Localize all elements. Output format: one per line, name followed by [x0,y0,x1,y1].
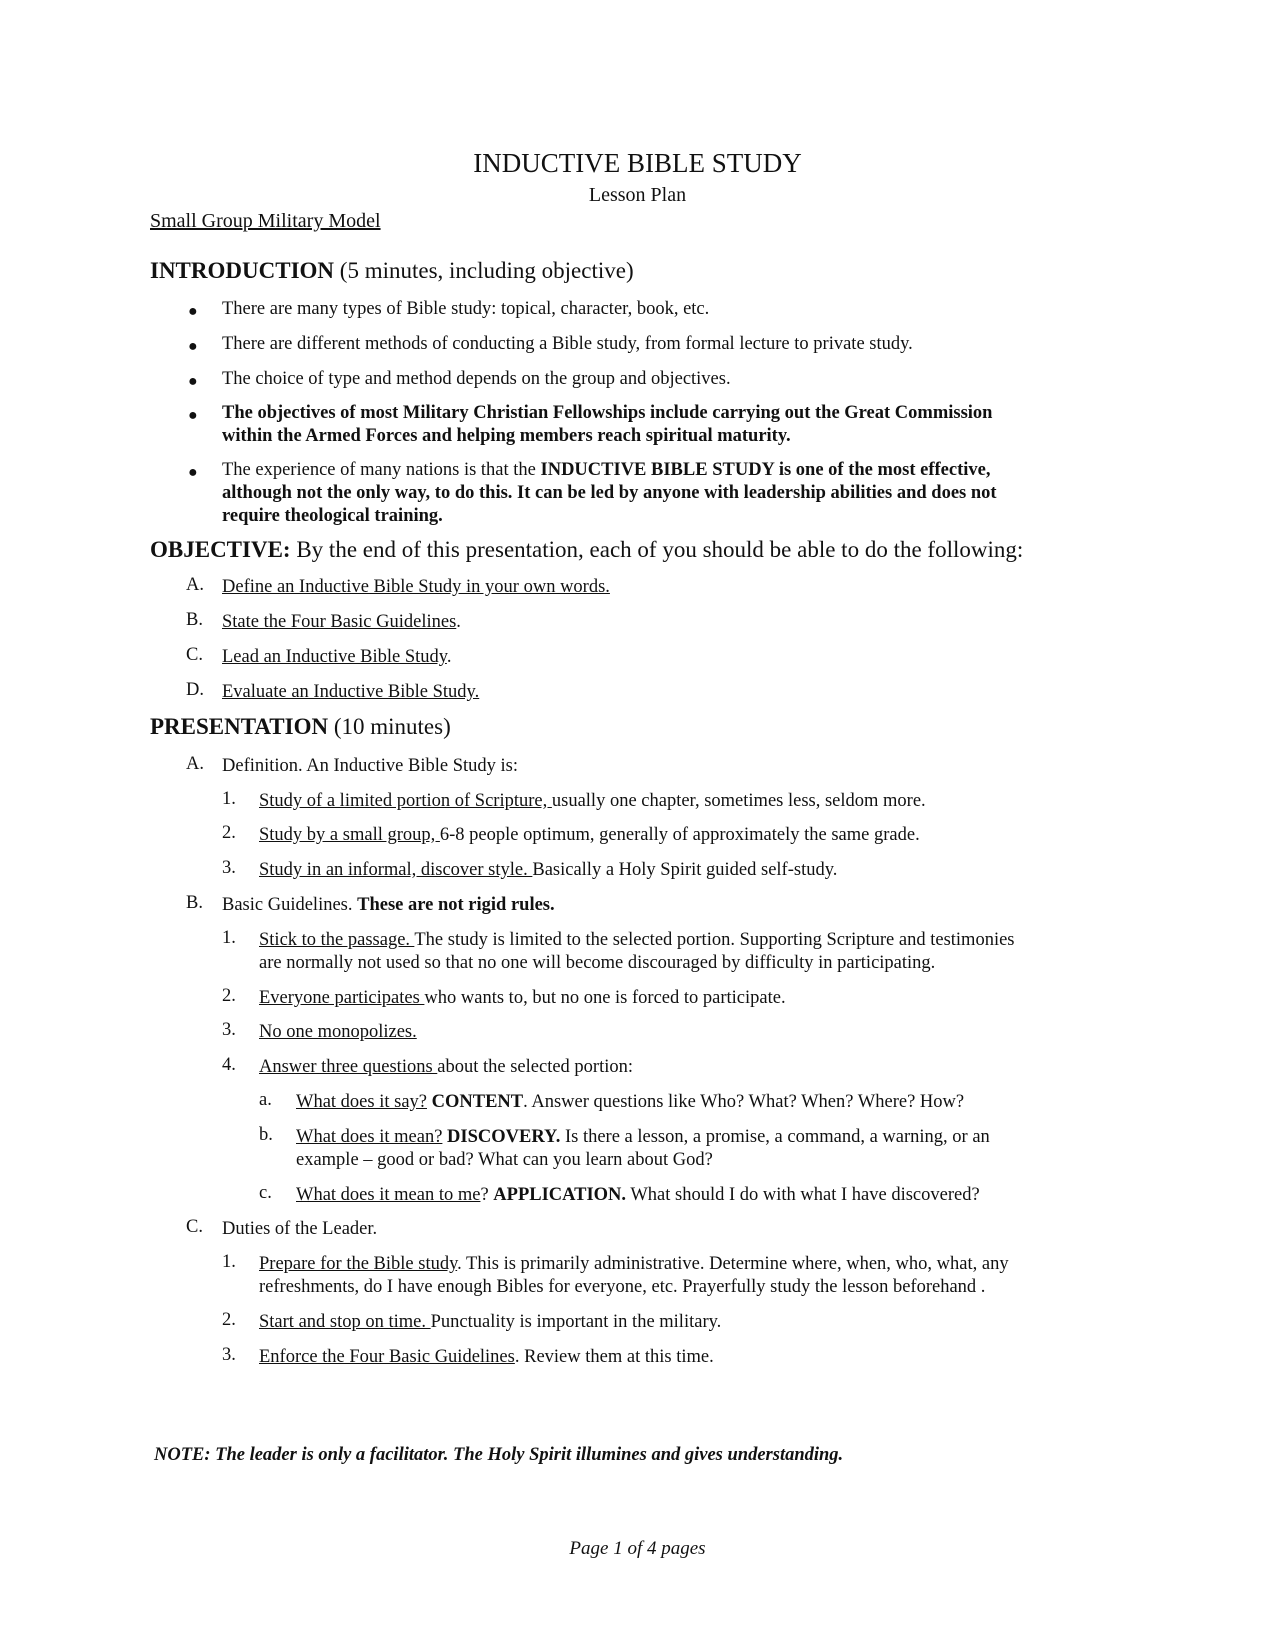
introduction-heading: INTRODUCTION (5 minutes, including objective) [150,258,634,283]
intro-bullet-5-line-3: require theological training. [222,506,443,526]
objective-label-b: B. [186,610,203,630]
item-label: 2. [222,1310,236,1330]
bullet-icon: ● [188,464,198,481]
presentation-heading: PRESENTATION (10 minutes) [150,714,451,739]
document-subtitle: Lesson Plan [588,184,687,206]
model-label: Small Group Military Model [150,210,381,232]
section-b-text: Basic Guidelines. These are not rigid rules. [222,895,555,915]
duty-2: Start and stop on time. Punctuality is important in the military. [259,1312,722,1332]
intro-bullet-5-line-1: The experience of many nations is that the INDUCTIVE BIBLE STUDY is one of the most effective, [222,460,991,480]
item-label: 1. [222,789,236,809]
question-a: What does it say? CONTENT. Answer questions like Who? What? When? Where? How? [296,1092,965,1112]
bullet-icon: ● [188,338,198,355]
bullet-icon: ● [188,373,198,390]
item-label: 3. [222,1345,236,1365]
question-c: What does it mean to me? APPLICATION. What should I do with what I have discovered? [296,1185,980,1205]
guideline-1-line-1: Stick to the passage. The study is limited to the selected portion. Supporting Scripture and testimonies [259,930,1015,950]
duty-1-line-2: refreshments, do I have enough Bibles for everyone, etc. Prayerfully study the lesson beforehand . [259,1277,986,1297]
bullet-icon: ● [188,407,198,424]
intro-bullet-5-line-2: although not the only way, to do this. It can be led by anyone with leadership abilities and does not [222,483,997,503]
intro-bullet-2: There are different methods of conducting a Bible study, from formal lecture to private study. [222,334,913,354]
section-a-text: Definition. An Inductive Bible Study is: [222,756,518,776]
objective-label-d: D. [186,680,204,700]
item-label: 1. [222,1252,236,1272]
objective-item-b: State the Four Basic Guidelines. [222,612,461,632]
objective-label-a: A. [186,575,204,595]
intro-bullet-4-line-2: within the Armed Forces and helping members reach spiritual maturity. [222,426,791,446]
sub-label: b. [259,1125,273,1145]
item-label: 3. [222,1020,236,1040]
section-b-label: B. [186,893,203,913]
bullet-icon: ● [188,303,198,320]
definition-item-1: Study of a limited portion of Scripture, usually one chapter, sometimes less, seldom more. [259,791,926,811]
objective-label-c: C. [186,645,203,665]
intro-bullet-3: The choice of type and method depends on the group and objectives. [222,369,731,389]
document-title: INDUCTIVE BIBLE STUDY [473,148,802,178]
leader-note: NOTE: The leader is only a facilitator. The Holy Spirit illumines and gives understanding. [154,1445,844,1465]
definition-item-3: Study in an informal, discover style. Basically a Holy Spirit guided self-study. [259,860,838,880]
guideline-1-line-2: are normally not used so that no one will become discouraged by difficulty in participating. [259,953,936,973]
item-label: 4. [222,1055,236,1075]
section-c-label: C. [186,1217,203,1237]
objective-item-c: Lead an Inductive Bible Study. [222,647,452,667]
sub-label: c. [259,1183,272,1203]
duty-1-line-1: Prepare for the Bible study. This is primarily administrative. Determine where, when, who, what, any [259,1254,1009,1274]
objective-item-a: Define an Inductive Bible Study in your own words. [222,577,610,597]
item-label: 3. [222,858,236,878]
intro-bullet-1: There are many types of Bible study: topical, character, book, etc. [222,299,710,319]
question-b-line-2: example – good or bad? What can you learn about God? [296,1150,713,1170]
section-a-label: A. [186,754,204,774]
guideline-2: Everyone participates who wants to, but no one is forced to participate. [259,988,786,1008]
item-label: 1. [222,928,236,948]
item-label: 2. [222,823,236,843]
page-footer: Page 1 of 4 pages [569,1538,706,1559]
guideline-3: No one monopolizes. [259,1022,417,1042]
section-c-text: Duties of the Leader. [222,1219,378,1239]
objective-heading: OBJECTIVE: By the end of this presentation, each of you should be able to do the following: [150,537,1024,562]
sub-label: a. [259,1090,272,1110]
guideline-4: Answer three questions about the selected portion: [259,1057,634,1077]
definition-item-2: Study by a small group, 6-8 people optimum, generally of approximately the same grade. [259,825,920,845]
item-label: 2. [222,986,236,1006]
intro-bullet-4-line-1: The objectives of most Military Christian Fellowships include carrying out the Great Commission [222,403,993,423]
objective-item-d: Evaluate an Inductive Bible Study. [222,682,480,702]
question-b-line-1: What does it mean? DISCOVERY. Is there a lesson, a promise, a command, a warning, or an [296,1127,990,1147]
duty-3: Enforce the Four Basic Guidelines. Review them at this time. [259,1347,714,1367]
